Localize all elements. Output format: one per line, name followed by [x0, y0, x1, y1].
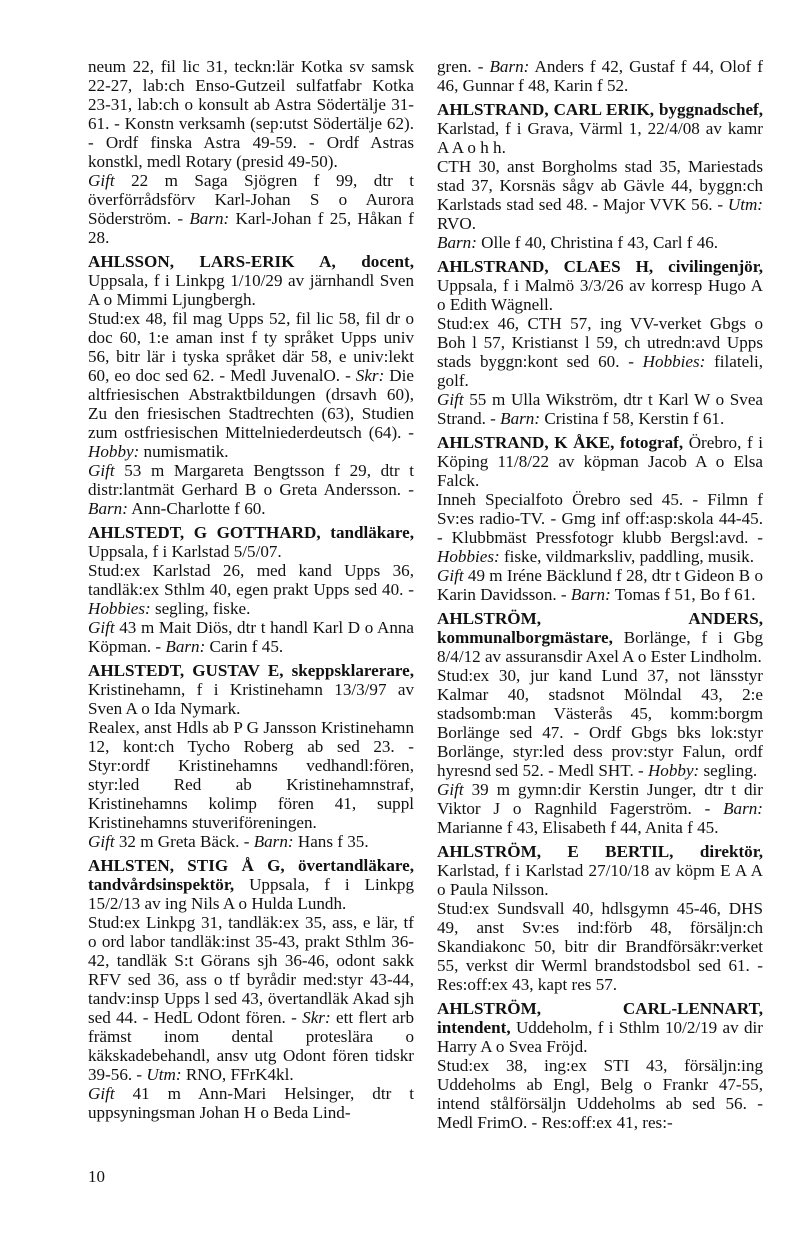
- entry-text: gren. -: [437, 57, 490, 76]
- entry-heading: AHLSTRAND, CARL ERIK, byggnadschef,: [437, 100, 763, 119]
- gift-text: 53 m Margareta Bengtsson f 29, dtr t distr:lantmät Gerhard B o Greta Andersson. -: [88, 461, 414, 499]
- entry-intro: Uppsala, f i Linkpg 1/10/29 av järnhandl Sven A o Mimmi Ljungbergh.: [88, 271, 414, 309]
- gift-text: 41 m Ann-Mari Helsinger, dtr t uppsyningsman Johan H o Beda Lind-: [88, 1084, 414, 1122]
- barn-text: Olle f 40, Christina f 43, Carl f 46.: [476, 233, 719, 252]
- barn-label: Barn:: [88, 499, 128, 518]
- barn-label: Barn:: [500, 409, 541, 428]
- entry-family: [88, 461, 414, 518]
- entry-heading: AHLSTRÖM, ANDERS, kommunalborgmästare,: [437, 609, 763, 647]
- gift-label: Gift: [437, 780, 464, 799]
- entry-heading-line: [437, 609, 763, 666]
- entry-heading-line: [437, 100, 763, 157]
- entry-intro: Karlstad, f i Grava, Värml 1, 22/4/08 av kamr A A o h h.: [437, 119, 763, 157]
- hobbies-label: Hobbies:: [88, 599, 151, 618]
- barn-label: Barn:: [253, 832, 294, 851]
- entry-intro: Borlänge, f i Gbg 8/4/12 av assuransdir Axel A o Ester Lindholm.: [437, 628, 763, 666]
- utm-label: Utm:: [146, 1065, 182, 1084]
- career-text: Stud:ex Linkpg 31, tandläk:ex 35, ass, e lär, tf o ord labor tandläk:inst 35-43, prakt Sthlm 36-42, tandläk S:t Görans sjh 36-46, odont sakk RFV sed 36, ass o tf byrådir med:styr 43-44, tandv:insp Upps l sed 43, övertandläk Akad sjh sed 44. - HedL Odont fören. -: [88, 913, 414, 1027]
- entry-ahlstrand-carl: [437, 100, 763, 252]
- skr-label: Skr:: [302, 1008, 331, 1027]
- barn-label: Barn:: [165, 637, 206, 656]
- entry-heading: AHLSTRÖM, CARL-LENNART, intendent,: [437, 999, 763, 1037]
- skr-text: ett flert arb främst inom dental proteslära o käkskadebehandl, ansv utg Odont fören tidskr 39-56. -: [88, 1008, 415, 1084]
- entry-family: [88, 171, 414, 247]
- career-text: CTH 30, anst Borgholms stad 35, Mariestads stad 37, Korsnäs sågv ab Gävle 44, byggn:ch Karlstads stad sed 48. - Major VVK 56. -: [437, 157, 763, 214]
- barn-text: Ann-Charlotte f 60.: [127, 499, 266, 518]
- entry-heading-line: [88, 252, 414, 309]
- entry-family: [88, 1084, 414, 1122]
- entry-heading: AHLSTRAND, K ÅKE, fotograf,: [437, 433, 684, 452]
- entry-career: [88, 309, 414, 461]
- entry-heading-line: [88, 661, 414, 718]
- entry-continuation-left: [88, 57, 414, 247]
- career-text: Inneh Specialfoto Örebro sed 45. - Filmn f Sv:es radio-TV. - Gmg inf off:asp:skola 44-45. - Klubbmäst Pressfotogr klubb Bergsl:avd. -: [437, 490, 763, 547]
- entry-heading: AHLSTEDT, GUSTAV E, skeppsklarerare,: [88, 661, 414, 680]
- entry-ahlstrand-k: [437, 433, 763, 604]
- gift-text: 43 m Mait Diös, dtr t handl Karl D o Anna Köpman. -: [88, 618, 414, 656]
- entry-text: neum 22, fil lic 31, teckn:lär Kotka sv samsk 22-27, lab:ch Enso-Gutzeil sulfatfabr Kotka 23-31, lab:ch o konsult ab Astra Södertälje 31-61. - Konstn verksamh (sep:utst Södertälje 62). - Ordf finska Astra 49-59. - Ordf Astras konstkl, medl Rotary (presid 49-50).: [88, 57, 414, 171]
- entry-intro: Uddeholm, f i Sthlm 10/2/19 av dir Harry A o Svea Fröjd.: [437, 1018, 763, 1056]
- entry-heading: AHLSTRÖM, E BERTIL, direktör,: [437, 842, 763, 861]
- entry-career: [437, 157, 763, 233]
- gift-label: Gift: [88, 461, 115, 480]
- career-text: Stud:ex 30, jur kand Lund 37, not länsstyr Kalmar 40, stadsnot Mölndal 43, 2:e stadsomb:man Västerås 45, komm:borgm Borlänge sed 47. - Ordf Gbgs bks lok:styr Borlänge, styr:led dess prov:styr Falun, ordf hyresnd sed 52. - Medl SHT. -: [437, 666, 763, 780]
- career-text: Stud:ex 46, CTH 57, ing VV-verket Gbgs o Boh l 57, Kristianst l 59, ch utredn:avd Upps stads byggn:kont sed 60. -: [437, 314, 763, 371]
- entry-heading: AHLSTEDT, G GOTTHARD, tandläkare,: [88, 523, 414, 542]
- skr-label: Skr:: [355, 366, 385, 385]
- barn-text: Hans f 35.: [293, 832, 369, 851]
- barn-text: Karl-Johan f 25, Håkan f 28.: [88, 209, 414, 247]
- entry-ahlstrom-anders: [437, 609, 763, 837]
- gift-label: Gift: [437, 390, 464, 409]
- entry-ahlsten: [88, 856, 414, 1122]
- gift-text: 32 m Greta Bäck. -: [114, 832, 254, 851]
- entry-intro: Örebro, f i Köping 11/8/22 av köpman Jacob A o Elsa Falck.: [437, 433, 763, 490]
- gift-label: Gift: [88, 1084, 115, 1103]
- barn-text: Marianne f 43, Elisabeth f 44, Anita f 45.: [437, 818, 719, 837]
- hobbies-text: filateli, golf.: [437, 352, 763, 390]
- entry-ahlstrom-carl: [437, 999, 763, 1132]
- entry-heading-line: [437, 842, 763, 899]
- entry-family: [437, 566, 763, 604]
- gift-label: Gift: [88, 618, 115, 637]
- entry-family: [437, 57, 763, 95]
- entry-career: Stud:ex 38, ing:ex STI 43, försäljn:ing Uddeholms ab Engl, Belg o Frankr 47-55, intend stålförsäljn Uddeholms ab sed 56. - Medl FrimO. - Res:off:ex 41, res:-: [437, 1056, 763, 1132]
- gift-text: 22 m Saga Sjögren f 99, dtr t överförrådsförv Karl-Johan S o Aurora Söderström. -: [88, 171, 414, 228]
- entry-intro: Kristinehamn, f i Kristinehamn 13/3/97 av Sven A o Ida Nymark.: [88, 680, 414, 718]
- page-number: 10: [88, 1167, 105, 1186]
- entry-ahlstrand-claes: [437, 257, 763, 428]
- entry-career: Realex, anst Hdls ab P G Jansson Kristinehamn 12, kont:ch Tycho Roberg ab sed 23. - Styr:ordf Kristinehamns vedhandl:fören, styr:led Red ab Kristinehamnstraf, Kristinehamns kolimp fören 41, suppl Kristinehamns stuveriföreningen.: [88, 718, 414, 832]
- entry-heading-line: [437, 257, 763, 314]
- entry-intro: Karlstad, f i Karlstad 27/10/18 av köpm E A A o Paula Nilsson.: [437, 861, 763, 899]
- barn-text: Anders f 42, Gustaf f 44, Olof f 46, Gunnar f 48, Karin f 52.: [437, 57, 763, 95]
- barn-text: Carin f 45.: [205, 637, 284, 656]
- barn-label: Barn:: [437, 233, 477, 252]
- career-text: Stud:ex 48, fil mag Upps 52, fil lic 58, fil dr o doc 60, 1:e aman inst f ty språket Upps univ 56, bitr lär i tyska språket där 58, e univ:lekt 60, eo doc sed 62. - Medl JuvenalO. -: [88, 309, 414, 385]
- entry-career: [437, 314, 763, 390]
- utm-text: RNO, FFrK4kl.: [181, 1065, 294, 1084]
- barn-label: Barn:: [723, 799, 763, 818]
- entry-intro: Uppsala, f i Karlstad 5/5/07.: [88, 542, 282, 561]
- hobby-text: segling.: [699, 761, 758, 780]
- entry-intro: Uppsala, f i Linkpg 15/2/13 av ing Nils A o Hulda Lundh.: [88, 875, 414, 913]
- gift-text: 49 m Iréne Bäcklund f 28, dtr t Gideon B o Karin Davidsson. -: [437, 566, 763, 604]
- entry-heading-line: [88, 523, 414, 561]
- barn-label: Barn:: [189, 209, 230, 228]
- entry-intro: Uppsala, f i Malmö 3/3/26 av korresp Hugo A o Edith Wägnell.: [437, 276, 763, 314]
- hobby-label: Hobby:: [647, 761, 700, 780]
- entry-ahlsson: [88, 252, 414, 518]
- entry-career: [437, 490, 763, 566]
- entry-career: Stud:ex Sundsvall 40, hdlsgymn 45-46, DHS 49, anst Sv:es ind:förb 48, försäljn:ch Skandiakonc 50, bitr dir Brandförsäkr:verket 55, verkst dir Werml brandstodsbol sed 61. - Res:off:ex 43, kapt res 57.: [437, 899, 763, 994]
- utm-label: Utm:: [727, 195, 763, 214]
- gift-label: Gift: [88, 832, 115, 851]
- hobby-text: numismatik.: [139, 442, 229, 461]
- gift-text: 55 m Ulla Wikström, dtr t Karl W o Svea Strand. -: [437, 390, 763, 428]
- barn-label: Barn:: [570, 585, 611, 604]
- entry-career: [437, 666, 763, 780]
- entry-heading-line: [88, 856, 414, 913]
- entry-heading: AHLSTEN, STIG Å G, övertandläkare, tandvårdsinspektör,: [88, 856, 414, 894]
- gift-text: 39 m gymn:dir Kerstin Junger, dtr t dir Viktor J o Ragnhild Fagerström. -: [437, 780, 763, 818]
- hobbies-text: fiske, vildmarksliv, paddling, musik.: [499, 547, 754, 566]
- entry-family: [88, 618, 414, 656]
- utm-text: RVO.: [437, 214, 476, 233]
- gift-label: Gift: [437, 566, 464, 585]
- entry-family: [88, 832, 414, 851]
- career-text: Stud:ex Karlstad 26, med kand Upps 36, tandläk:ex Sthlm 40, egen prakt Upps sed 40. -: [88, 561, 414, 599]
- entry-ahlstrom-bertil: [437, 842, 763, 994]
- entry-heading-line: [437, 999, 763, 1056]
- entry-heading-line: [437, 433, 763, 490]
- gift-label: Gift: [88, 171, 115, 190]
- hobby-label: Hobby:: [88, 442, 140, 461]
- hobbies-label: Hobbies:: [437, 547, 500, 566]
- entry-career: [88, 913, 414, 1084]
- barn-label: Barn:: [489, 57, 530, 76]
- barn-text: Tomas f 51, Bo f 61.: [610, 585, 756, 604]
- entry-ahlstedt-g: [88, 523, 414, 656]
- entry-continuation-right: [437, 57, 763, 95]
- skr-text: Die altfriesischen Abstraktbildungen (drsavh 60), Zu den friesischen Stadtrechten (63), Studien zum ostfriesischen Mittelniederdeutsch (64). -: [88, 366, 414, 442]
- entry-heading: AHLSTRAND, CLAES H, civilingenjör,: [437, 257, 763, 276]
- barn-text: Cristina f 58, Kerstin f 61.: [540, 409, 725, 428]
- hobbies-text: segling, fiske.: [150, 599, 251, 618]
- entry-family: [437, 390, 763, 428]
- entry-family: [437, 233, 763, 252]
- left-column: [88, 57, 414, 1122]
- entry-heading: AHLSSON, LARS-ERIK A, docent,: [88, 252, 414, 271]
- right-column: [437, 57, 763, 1132]
- hobbies-label: Hobbies:: [642, 352, 706, 371]
- entry-ahlstedt-gustav: [88, 661, 414, 851]
- entry-family: [437, 780, 763, 837]
- entry-career: [88, 561, 414, 618]
